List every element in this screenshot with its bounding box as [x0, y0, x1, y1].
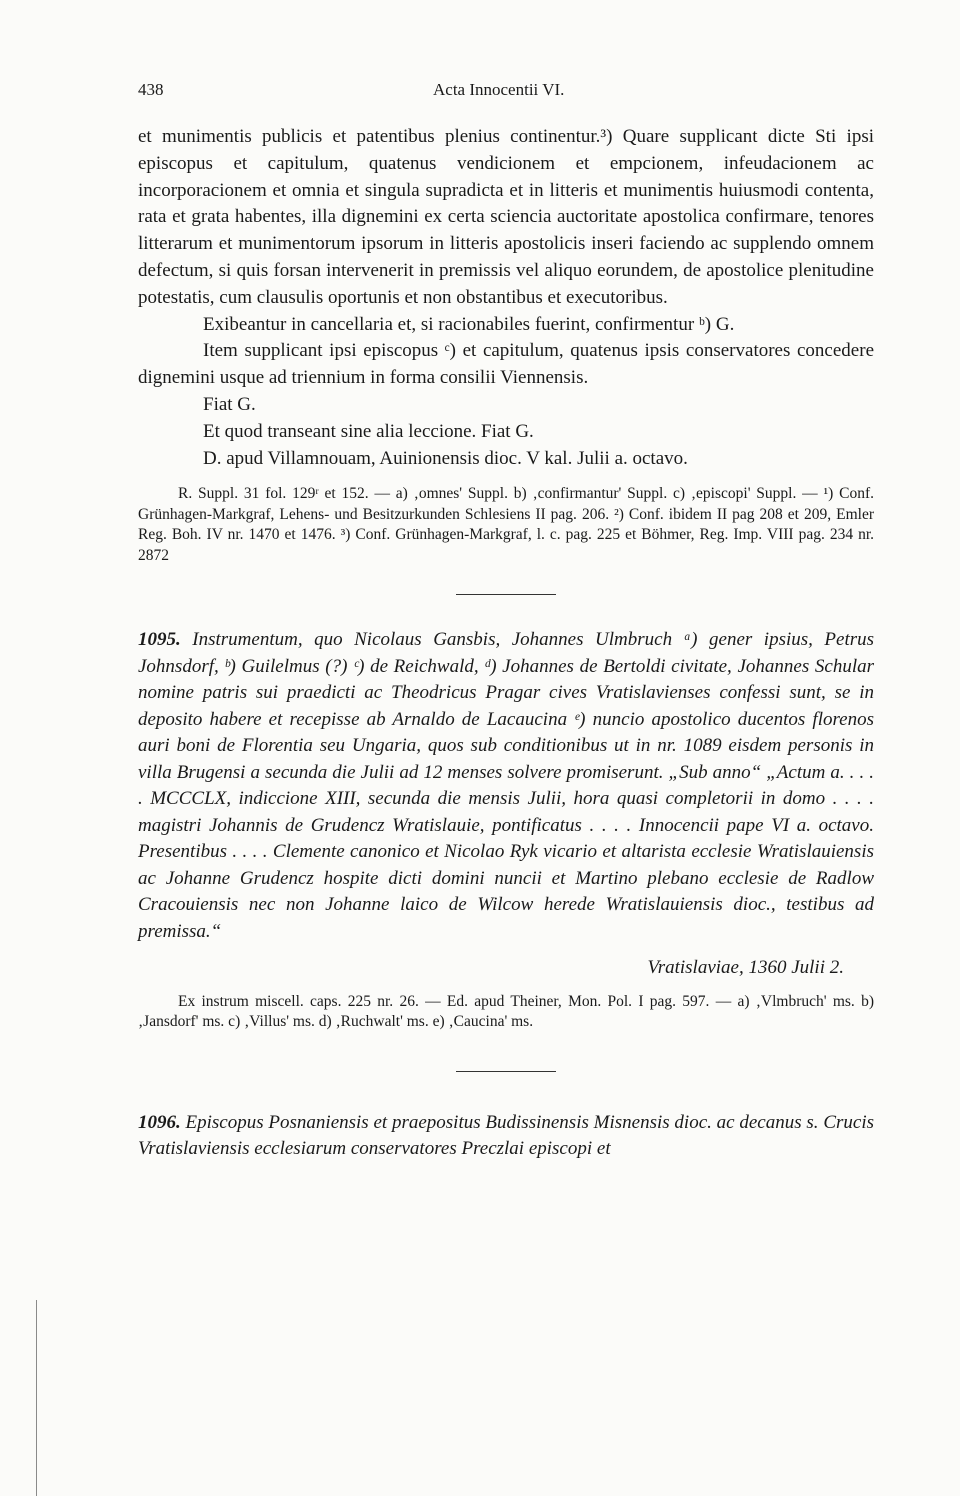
running-header [138, 80, 874, 106]
running-title: Acta Innocentii VI. [433, 80, 565, 99]
document-1095 [138, 627, 874, 982]
footnotes-1094 [138, 484, 874, 566]
scan-edge-line [36, 1300, 37, 1496]
paragraph: Fiat G. [203, 393, 256, 415]
document-1096 [138, 1110, 874, 1163]
document-regest: Episcopus Posnaniensis et praepositus Budissinensis Misnensis dioc. ac decanus s. Crucis Vratislaviensis ecclesiarum conservatores Preczlai episcopi et [138, 1111, 874, 1160]
paragraph: D. apud Villamnouam, Auinionensis dioc. V kal. Julii a. octavo. [203, 447, 688, 469]
page-number: 438 [138, 80, 164, 99]
document-number: 1096. [138, 1111, 181, 1133]
footnote-text: Ex instrum miscell. caps. 225 nr. 26. — Ed. apud Theiner, Mon. Pol. I pag. 597. — a) ‚Vlmbruch' ms. b) ‚Jansdorf' ms. c) ‚Villus' ms. d) ‚Ruchwalt' ms. e) ‚Caucina' ms. [138, 992, 874, 1031]
document-number: 1095. [138, 629, 181, 651]
petition-text [138, 124, 874, 472]
page [138, 80, 874, 1163]
document-regest: Instrumentum, quo Nicolaus Gansbis, Johannes Ulmbruch ᵃ) gener ipsius, Petrus Johnsdorf, ᵇ) Guilelmus (?) ᶜ) de Reichwald, ᵈ) Johannes de Bertoldi civitate, Johannes Schular nomine patris sui praedicti ac Theodricus Pragar cives Vratislavienses confessi sunt, se in deposito habere et recepisse ab Arnaldo de Lacaucina ᵉ) nuncio apostolico ducentos florenos auri boni de Florentia seu Ungaria, quos sub conditionibus ut in nr. 1089 eisdem personis in villa Brugensi a secunda die Julii ad 12 menses solvere promiserunt. „Sub anno“ „Actum a. . . . . MCCCLX, indiccione XIII, secunda die mensis Julii, hora quasi completorii in domo . . . . magistri Johannis de Grudencz Wratislauie, pontificatus . . . . Innocencii pape VI a. octavo. Presentibus . . . . Clemente canonico et Nicolao Ryk vicario et altarista ecclesie Wratislauiensis ac Johanne Grudencz hospite dicti domini nuncii et Martino plebano ecclesie de Radlow Cracouiensis nec non Johanne laico de Wilcow herede Wratislauiensis dioc., testibus ad premissa.“ [138, 629, 875, 942]
paragraph: Item supplicant ipsi episcopus ᶜ) et capitulum, quatenus ipsis conservatores concedere dignemini usque ad triennium in forma consilii Viennensis. [138, 340, 874, 389]
paragraph: Et quod transeant sine alia leccione. Fiat G. [203, 420, 534, 442]
paragraph: et munimentis publicis et patentibus plenius continentur.³) Quare supplicant dicte Sti ipsi episcopus et capitulum, quatenus vendicionem et empcionem, infeudacionem ac incorporacionem et omnia et singula supradicta et in litteris et munimentis huiusmodi contenta, rata et grata habentes, illa dignemini ex certa sciencia auctoritate apostolica confirmare, tenores litterarum et munimentorum ipsorum in litteris apostolicis inseri faciendo ac supplendo omnem defectum, si quis forsan intervenerit in premissis vel aliquo eorundem, de apostolice plenitudine potestatis, cum clausulis oportunis et non obstantibus et executoribus. [138, 126, 874, 308]
footnotes-1095 [138, 992, 874, 1033]
footnote-text: R. Suppl. 31 fol. 129ʳ et 152. — a) ‚omnes' Suppl. b) ‚confirmantur' Suppl. c) ‚episcopi' Suppl. — ¹) Conf. Grünhagen-Markgraf, Lehens- und Besitzurkunden Schlesiens II pag. 206. ²) Conf. ibidem II pag 208 et 209, Emler Reg. Boh. IV nr. 1470 et 1476. ³) Conf. Grünhagen-Markgraf, l. c. pag. 225 et Böhmer, Reg. Imp. VIII pag. 234 nr. 2872 [138, 485, 874, 564]
paragraph: Exibeantur in cancellaria et, si racionabiles fuerint, confirmentur ᵇ) G. [203, 313, 735, 335]
separator-rule [456, 1071, 556, 1072]
separator-rule [456, 594, 556, 595]
dateline: Vratislaviae, 1360 Julii 2. [647, 957, 844, 979]
